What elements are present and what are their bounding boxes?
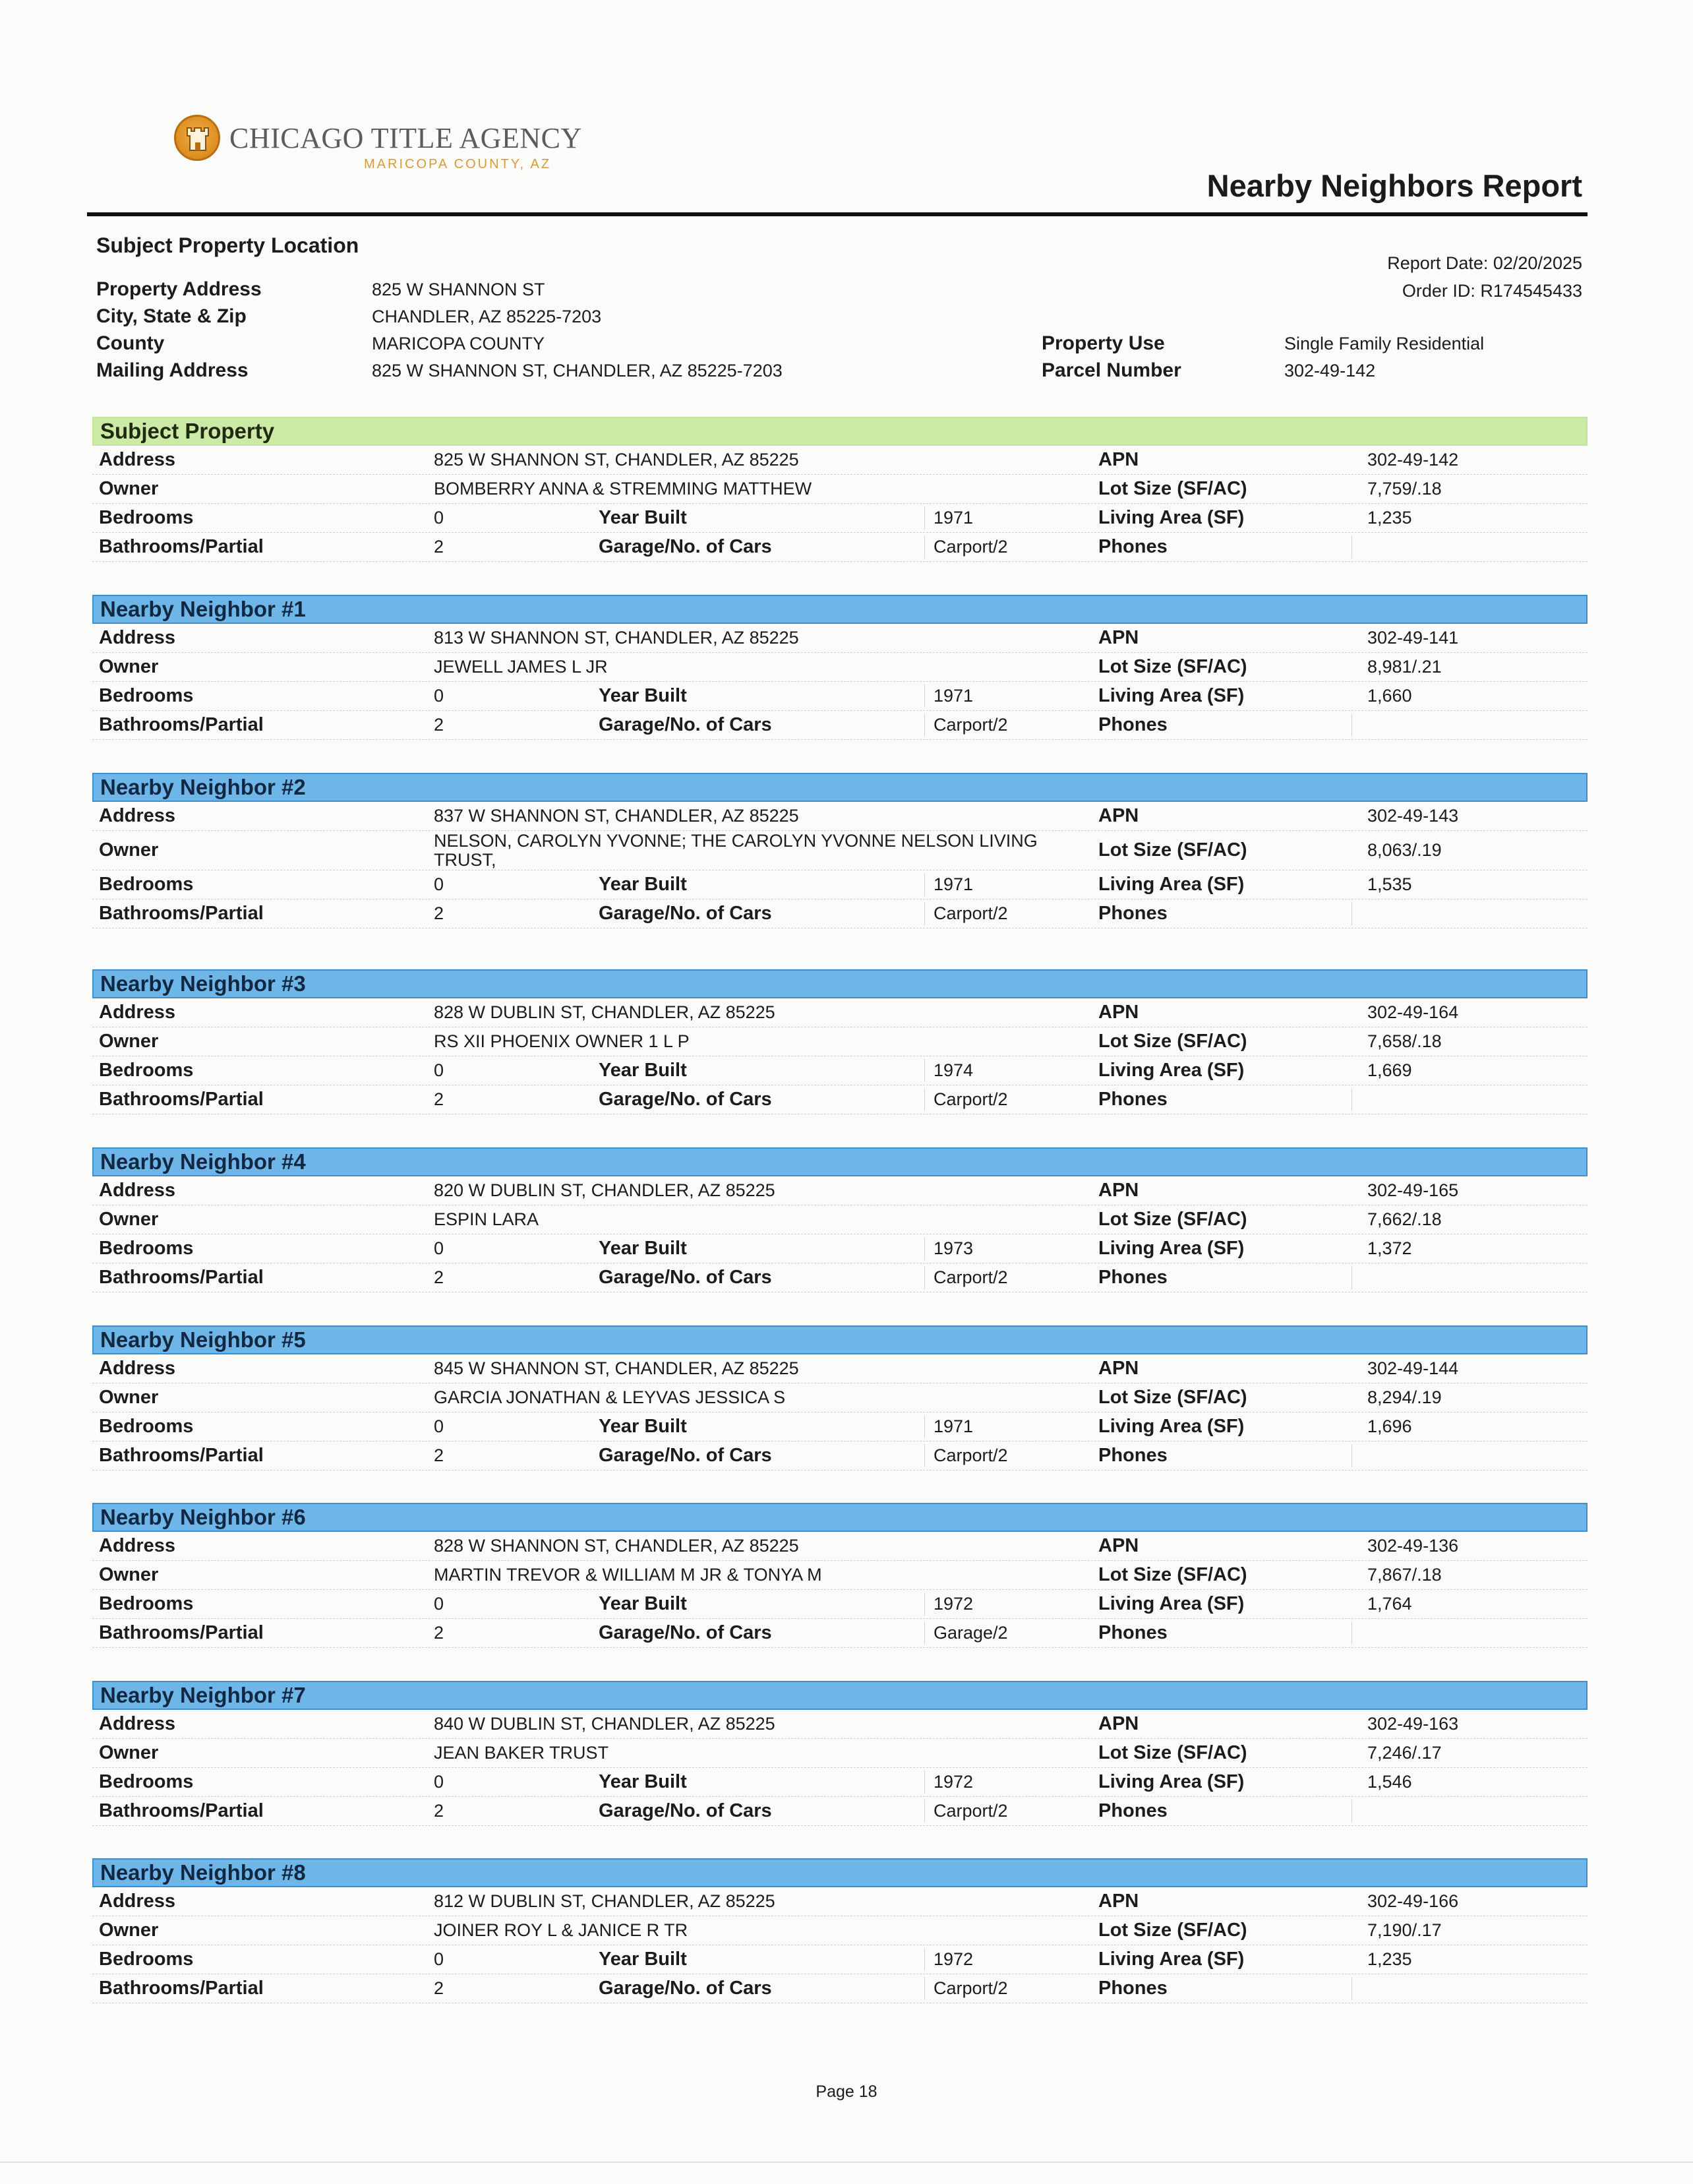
garage-value: Carport/2 <box>934 537 1008 557</box>
apn-value: 302-49-143 <box>1367 806 1459 826</box>
garage-label: Garage/No. of Cars <box>599 536 772 557</box>
city-state-zip-label: City, State & Zip <box>96 305 247 327</box>
subject-property-section <box>92 417 1588 562</box>
bedrooms-value: 0 <box>434 1238 444 1258</box>
mailing-address-label: Mailing Address <box>96 359 249 381</box>
year-built-value: 1971 <box>934 508 974 528</box>
owner-value: GARCIA JONATHAN & LEYVAS JESSICA S <box>434 1387 786 1407</box>
owner-row <box>92 475 1588 504</box>
cell-divider <box>924 1592 925 1616</box>
bathrooms-label: Bathrooms/Partial <box>99 1978 264 1999</box>
owner-row <box>92 1205 1588 1234</box>
garage-value: Carport/2 <box>934 1445 1008 1465</box>
bathrooms-label: Bathrooms/Partial <box>99 1445 264 1466</box>
city-state-zip-value: CHANDLER, AZ 85225-7203 <box>372 307 602 326</box>
garage-label: Garage/No. of Cars <box>599 1800 772 1821</box>
cell-divider <box>924 684 925 708</box>
garage-label: Garage/No. of Cars <box>599 1978 772 1999</box>
garage-label: Garage/No. of Cars <box>599 1267 772 1288</box>
owner-row <box>92 1383 1588 1412</box>
page-number: Page 18 <box>816 2082 877 2101</box>
cell-divider <box>1351 1977 1352 2000</box>
bedrooms-value: 0 <box>434 508 444 528</box>
owner-label: Owner <box>99 1387 159 1408</box>
living-area-label: Living Area (SF) <box>1098 1238 1245 1259</box>
owner-label: Owner <box>99 1920 159 1941</box>
section-title: Subject Property <box>92 417 1588 446</box>
garage-label: Garage/No. of Cars <box>599 714 772 735</box>
apn-label: APN <box>1098 1180 1139 1201</box>
owner-value: ESPIN LARA <box>434 1209 539 1229</box>
castle-tower-icon <box>174 115 220 161</box>
bathrooms-value: 2 <box>434 1623 444 1643</box>
garage-label: Garage/No. of Cars <box>599 903 772 924</box>
cell-divider <box>924 1771 925 1794</box>
owner-row <box>92 653 1588 682</box>
bathrooms-row <box>92 711 1588 740</box>
bedrooms-row <box>92 1234 1588 1263</box>
year-built-label: Year Built <box>599 1593 687 1614</box>
owner-row <box>92 1739 1588 1768</box>
living-area-label: Living Area (SF) <box>1098 507 1245 528</box>
property-address-label: Property Address <box>96 278 262 300</box>
apn-label: APN <box>1098 1891 1139 1912</box>
owner-label: Owner <box>99 478 159 499</box>
bathrooms-row <box>92 1441 1588 1471</box>
apn-label: APN <box>1098 1713 1139 1734</box>
year-built-value: 1971 <box>934 1416 974 1436</box>
bathrooms-row <box>92 899 1588 928</box>
bathrooms-value: 2 <box>434 903 444 923</box>
address-value: 812 W DUBLIN ST, CHANDLER, AZ 85225 <box>434 1891 775 1911</box>
bedrooms-label: Bedrooms <box>99 507 194 528</box>
phones-label: Phones <box>1098 1089 1168 1110</box>
cell-divider <box>1351 902 1352 925</box>
address-label: Address <box>99 1891 176 1912</box>
cell-divider <box>924 1622 925 1645</box>
nearby-neighbor-section <box>92 1858 1588 2003</box>
lot-size-value: 7,190/.17 <box>1367 1920 1442 1940</box>
garage-value: Garage/2 <box>934 1623 1008 1643</box>
lot-size-label: Lot Size (SF/AC) <box>1098 1564 1247 1585</box>
living-area-value: 1,669 <box>1367 1060 1412 1080</box>
county-value: MARICOPA COUNTY <box>372 334 545 353</box>
lot-size-label: Lot Size (SF/AC) <box>1098 1742 1247 1763</box>
owner-value: BOMBERRY ANNA & STREMMING MATTHEW <box>434 479 812 499</box>
address-label: Address <box>99 1713 176 1734</box>
address-value: 825 W SHANNON ST, CHANDLER, AZ 85225 <box>434 450 799 470</box>
report-title: Nearby Neighbors Report <box>1206 168 1582 203</box>
garage-label: Garage/No. of Cars <box>599 1445 772 1466</box>
bathrooms-label: Bathrooms/Partial <box>99 536 264 557</box>
apn-value: 302-49-142 <box>1367 450 1459 470</box>
bedrooms-label: Bedrooms <box>99 1949 194 1970</box>
bathrooms-row <box>92 1085 1588 1114</box>
year-built-label: Year Built <box>599 1238 687 1259</box>
address-row <box>92 446 1588 475</box>
owner-value: JOINER ROY L & JANICE R TR <box>434 1920 688 1940</box>
address-label: Address <box>99 1002 176 1023</box>
bathrooms-row <box>92 533 1588 562</box>
garage-value: Carport/2 <box>934 903 1008 923</box>
owner-value: JEWELL JAMES L JR <box>434 657 608 677</box>
living-area-label: Living Area (SF) <box>1098 685 1245 706</box>
property-use-label: Property Use <box>1042 332 1165 354</box>
living-area-label: Living Area (SF) <box>1098 1593 1245 1614</box>
owner-value: NELSON, CAROLYN YVONNE; THE CAROLYN YVONNE NELSON LIVING TRUST, <box>434 830 1038 870</box>
bedrooms-label: Bedrooms <box>99 1416 194 1437</box>
phones-label: Phones <box>1098 714 1168 735</box>
county-label: County <box>96 332 165 354</box>
bedrooms-row <box>92 870 1588 899</box>
section-title: Nearby Neighbor #3 <box>92 969 1588 998</box>
section-title: Nearby Neighbor #2 <box>92 773 1588 802</box>
address-label: Address <box>99 805 176 826</box>
living-area-value: 1,546 <box>1367 1772 1412 1792</box>
cell-divider <box>1351 1800 1352 1823</box>
owner-row <box>92 1561 1588 1590</box>
living-area-label: Living Area (SF) <box>1098 1949 1245 1970</box>
parcel-number-value: 302-49-142 <box>1284 361 1376 380</box>
garage-value: Carport/2 <box>934 1801 1008 1821</box>
owner-label: Owner <box>99 839 159 861</box>
cell-divider <box>1351 1088 1352 1111</box>
bathrooms-value: 2 <box>434 715 444 735</box>
lot-size-label: Lot Size (SF/AC) <box>1098 656 1247 677</box>
phones-label: Phones <box>1098 903 1168 924</box>
living-area-value: 1,372 <box>1367 1238 1412 1258</box>
year-built-label: Year Built <box>599 507 687 528</box>
cell-divider <box>924 1237 925 1260</box>
bedrooms-row <box>92 504 1588 533</box>
year-built-label: Year Built <box>599 1060 687 1081</box>
order-id: Order ID: R174545433 <box>1402 281 1582 301</box>
lot-size-label: Lot Size (SF/AC) <box>1098 1209 1247 1230</box>
bedrooms-row <box>92 682 1588 711</box>
living-area-value: 1,235 <box>1367 508 1412 528</box>
cell-divider <box>924 1415 925 1438</box>
nearby-neighbor-section <box>92 1325 1588 1471</box>
lot-size-label: Lot Size (SF/AC) <box>1098 839 1247 861</box>
bathrooms-value: 2 <box>434 1978 444 1998</box>
cell-divider <box>924 1266 925 1289</box>
bedrooms-value: 0 <box>434 1594 444 1614</box>
owner-value: JEAN BAKER TRUST <box>434 1743 609 1763</box>
nearby-neighbor-section <box>92 595 1588 740</box>
year-built-label: Year Built <box>599 1949 687 1970</box>
phones-label: Phones <box>1098 1267 1168 1288</box>
living-area-value: 1,764 <box>1367 1594 1412 1614</box>
apn-value: 302-49-136 <box>1367 1536 1459 1556</box>
apn-value: 302-49-163 <box>1367 1714 1459 1734</box>
year-built-value: 1972 <box>934 1772 974 1792</box>
cell-divider <box>1351 535 1352 559</box>
bedrooms-label: Bedrooms <box>99 1593 194 1614</box>
bathrooms-row <box>92 1797 1588 1826</box>
address-value: 828 W SHANNON ST, CHANDLER, AZ 85225 <box>434 1536 799 1556</box>
property-use-value: Single Family Residential <box>1284 334 1485 353</box>
cell-divider <box>924 902 925 925</box>
owner-row <box>92 831 1588 870</box>
living-area-value: 1,235 <box>1367 1949 1412 1969</box>
bedrooms-label: Bedrooms <box>99 685 194 706</box>
report-date: Report Date: 02/20/2025 <box>1387 253 1582 273</box>
cell-divider <box>924 535 925 559</box>
bedrooms-row <box>92 1768 1588 1797</box>
bedrooms-label: Bedrooms <box>99 1771 194 1792</box>
apn-label: APN <box>1098 805 1139 826</box>
lot-size-value: 7,246/.17 <box>1367 1743 1442 1763</box>
bathrooms-value: 2 <box>434 1445 444 1465</box>
address-label: Address <box>99 1535 176 1556</box>
year-built-value: 1972 <box>934 1594 974 1614</box>
address-row <box>92 1532 1588 1561</box>
address-label: Address <box>99 449 176 470</box>
apn-label: APN <box>1098 627 1139 648</box>
cell-divider <box>1351 1266 1352 1289</box>
living-area-label: Living Area (SF) <box>1098 1771 1245 1792</box>
bedrooms-value: 0 <box>434 1772 444 1792</box>
lot-size-label: Lot Size (SF/AC) <box>1098 1920 1247 1941</box>
bathrooms-row <box>92 1619 1588 1648</box>
section-title: Nearby Neighbor #6 <box>92 1503 1588 1532</box>
phones-label: Phones <box>1098 1445 1168 1466</box>
garage-value: Carport/2 <box>934 1267 1008 1287</box>
lot-size-value: 7,658/.18 <box>1367 1031 1442 1051</box>
living-area-value: 1,660 <box>1367 686 1412 706</box>
phones-label: Phones <box>1098 536 1168 557</box>
nearby-neighbor-section <box>92 969 1588 1114</box>
bedrooms-row <box>92 1945 1588 1974</box>
address-value: 813 W SHANNON ST, CHANDLER, AZ 85225 <box>434 628 799 648</box>
bedrooms-value: 0 <box>434 686 444 706</box>
apn-value: 302-49-166 <box>1367 1891 1459 1911</box>
section-title: Nearby Neighbor #4 <box>92 1147 1588 1176</box>
year-built-value: 1974 <box>934 1060 974 1080</box>
address-row <box>92 1710 1588 1739</box>
cell-divider <box>924 506 925 530</box>
cell-divider <box>924 873 925 896</box>
bedrooms-value: 0 <box>434 1416 444 1436</box>
owner-value: MARTIN TREVOR & WILLIAM M JR & TONYA M <box>434 1565 822 1585</box>
bathrooms-label: Bathrooms/Partial <box>99 1800 264 1821</box>
year-built-label: Year Built <box>599 685 687 706</box>
bathrooms-label: Bathrooms/Partial <box>99 903 264 924</box>
cell-divider <box>1351 1444 1352 1467</box>
company-logo <box>174 115 636 178</box>
header-rule <box>87 212 1588 216</box>
apn-label: APN <box>1098 1358 1139 1379</box>
year-built-label: Year Built <box>599 874 687 895</box>
owner-label: Owner <box>99 1564 159 1585</box>
address-value: 820 W DUBLIN ST, CHANDLER, AZ 85225 <box>434 1180 775 1200</box>
cell-divider <box>924 1088 925 1111</box>
bathrooms-label: Bathrooms/Partial <box>99 1622 264 1643</box>
lot-size-value: 7,662/.18 <box>1367 1209 1442 1229</box>
phones-label: Phones <box>1098 1622 1168 1643</box>
nearby-neighbor-section <box>92 773 1588 928</box>
year-built-value: 1972 <box>934 1949 974 1969</box>
address-value: 845 W SHANNON ST, CHANDLER, AZ 85225 <box>434 1358 799 1378</box>
section-title: Nearby Neighbor #1 <box>92 595 1588 624</box>
address-row <box>92 1354 1588 1383</box>
cell-divider <box>1351 713 1352 737</box>
bathrooms-label: Bathrooms/Partial <box>99 1089 264 1110</box>
apn-label: APN <box>1098 449 1139 470</box>
living-area-label: Living Area (SF) <box>1098 1416 1245 1437</box>
lot-size-label: Lot Size (SF/AC) <box>1098 1031 1247 1052</box>
address-value: 837 W SHANNON ST, CHANDLER, AZ 85225 <box>434 806 799 826</box>
cell-divider <box>924 1444 925 1467</box>
owner-value: RS XII PHOENIX OWNER 1 L P <box>434 1031 690 1051</box>
bathrooms-row <box>92 1974 1588 2003</box>
bedrooms-row <box>92 1056 1588 1085</box>
year-built-value: 1971 <box>934 686 974 706</box>
lot-size-label: Lot Size (SF/AC) <box>1098 1387 1247 1408</box>
address-value: 828 W DUBLIN ST, CHANDLER, AZ 85225 <box>434 1002 775 1022</box>
year-built-value: 1973 <box>934 1238 974 1258</box>
section-title: Nearby Neighbor #5 <box>92 1325 1588 1354</box>
address-label: Address <box>99 1358 176 1379</box>
apn-label: APN <box>1098 1535 1139 1556</box>
garage-value: Carport/2 <box>934 1978 1008 1998</box>
living-area-value: 1,535 <box>1367 874 1412 894</box>
cell-divider <box>924 713 925 737</box>
mailing-address-value: 825 W SHANNON ST, CHANDLER, AZ 85225-7203 <box>372 361 783 380</box>
bathrooms-value: 2 <box>434 1267 444 1287</box>
company-region: MARICOPA COUNTY, AZ <box>364 157 552 171</box>
bedrooms-value: 0 <box>434 1949 444 1969</box>
nearby-neighbor-section <box>92 1503 1588 1648</box>
living-area-value: 1,696 <box>1367 1416 1412 1436</box>
lot-size-value: 8,063/.19 <box>1367 840 1442 860</box>
year-built-label: Year Built <box>599 1416 687 1437</box>
apn-value: 302-49-165 <box>1367 1180 1459 1200</box>
bedrooms-label: Bedrooms <box>99 1238 194 1259</box>
owner-label: Owner <box>99 656 159 677</box>
bedrooms-label: Bedrooms <box>99 1060 194 1081</box>
bedrooms-label: Bedrooms <box>99 874 194 895</box>
cell-divider <box>1351 1622 1352 1645</box>
lot-size-value: 7,759/.18 <box>1367 479 1442 499</box>
address-row <box>92 1176 1588 1205</box>
nearby-neighbor-section <box>92 1147 1588 1292</box>
cell-divider <box>924 1977 925 2000</box>
apn-label: APN <box>1098 1002 1139 1023</box>
phones-label: Phones <box>1098 1800 1168 1821</box>
owner-row <box>92 1916 1588 1945</box>
address-row <box>92 998 1588 1027</box>
garage-label: Garage/No. of Cars <box>599 1089 772 1110</box>
lot-size-value: 8,981/.21 <box>1367 657 1442 677</box>
owner-row <box>92 1027 1588 1056</box>
bathrooms-value: 2 <box>434 537 444 557</box>
garage-value: Carport/2 <box>934 1089 1008 1109</box>
lot-size-value: 8,294/.19 <box>1367 1387 1442 1407</box>
bedrooms-value: 0 <box>434 874 444 894</box>
bathrooms-value: 2 <box>434 1089 444 1109</box>
company-name: CHICAGO TITLE AGENCY <box>229 122 582 154</box>
year-built-value: 1971 <box>934 874 974 894</box>
lot-size-value: 7,867/.18 <box>1367 1565 1442 1585</box>
address-label: Address <box>99 627 176 648</box>
address-value: 840 W DUBLIN ST, CHANDLER, AZ 85225 <box>434 1714 775 1734</box>
owner-label: Owner <box>99 1031 159 1052</box>
bedrooms-row <box>92 1412 1588 1441</box>
phones-label: Phones <box>1098 1978 1168 1999</box>
bathrooms-label: Bathrooms/Partial <box>99 1267 264 1288</box>
lot-size-label: Lot Size (SF/AC) <box>1098 478 1247 499</box>
nearby-neighbor-section <box>92 1681 1588 1826</box>
apn-value: 302-49-144 <box>1367 1358 1459 1378</box>
property-address-value: 825 W SHANNON ST <box>372 280 545 299</box>
address-row <box>92 624 1588 653</box>
address-label: Address <box>99 1180 176 1201</box>
living-area-label: Living Area (SF) <box>1098 1060 1245 1081</box>
bedrooms-row <box>92 1590 1588 1619</box>
year-built-label: Year Built <box>599 1771 687 1792</box>
cell-divider <box>924 1948 925 1971</box>
bedrooms-value: 0 <box>434 1060 444 1080</box>
owner-label: Owner <box>99 1209 159 1230</box>
owner-label: Owner <box>99 1742 159 1763</box>
cell-divider <box>924 1059 925 1082</box>
address-row <box>92 802 1588 831</box>
scan-edge <box>0 2162 1693 2163</box>
apn-value: 302-49-164 <box>1367 1002 1459 1022</box>
apn-value: 302-49-141 <box>1367 628 1459 648</box>
bathrooms-label: Bathrooms/Partial <box>99 714 264 735</box>
bathrooms-row <box>92 1263 1588 1292</box>
living-area-label: Living Area (SF) <box>1098 874 1245 895</box>
cell-divider <box>924 1800 925 1823</box>
subject-location-heading: Subject Property Location <box>96 233 359 257</box>
section-title: Nearby Neighbor #8 <box>92 1858 1588 1887</box>
section-title: Nearby Neighbor #7 <box>92 1681 1588 1710</box>
parcel-number-label: Parcel Number <box>1042 359 1181 381</box>
address-row <box>92 1887 1588 1916</box>
garage-label: Garage/No. of Cars <box>599 1622 772 1643</box>
garage-value: Carport/2 <box>934 715 1008 735</box>
bathrooms-value: 2 <box>434 1801 444 1821</box>
